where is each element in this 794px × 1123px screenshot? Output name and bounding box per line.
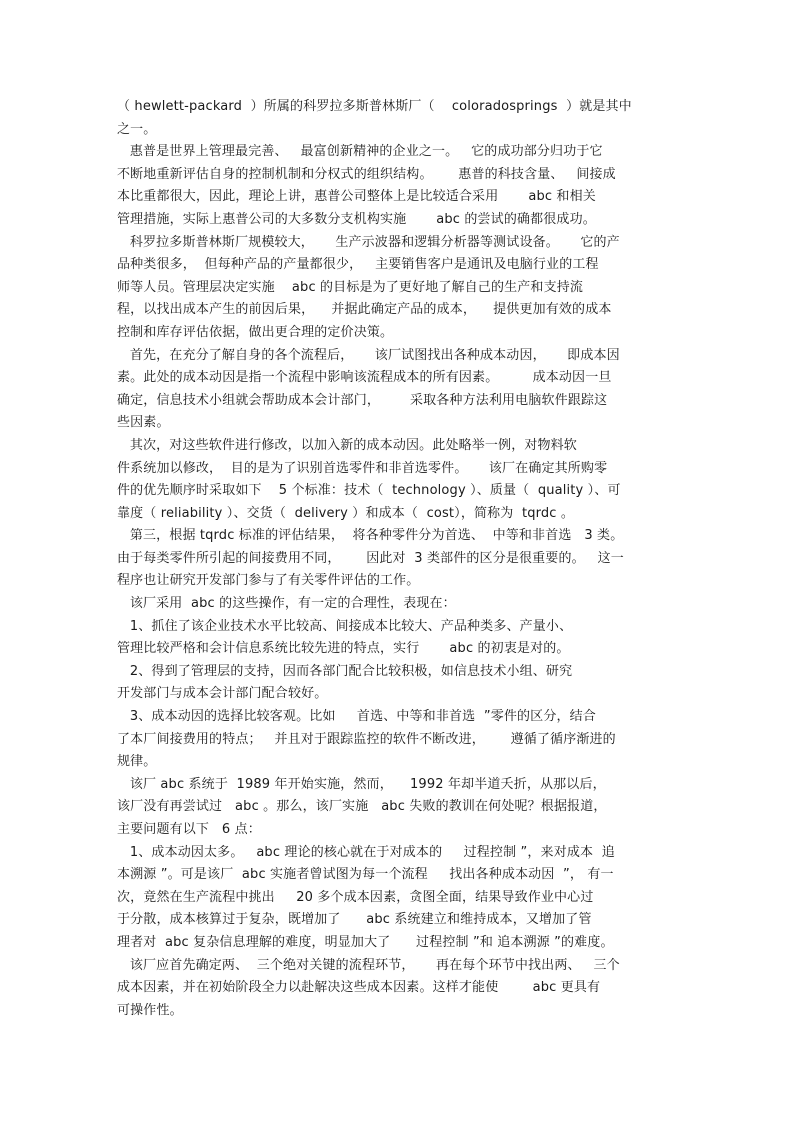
text-line: 开发部门与成本会计部门配合较好。 — [117, 686, 328, 702]
text-line: 管理措施，实际上惠普公司的大多数分支机构实施 abc 的尝试的确都很成功。 — [117, 211, 596, 227]
text-line: 品种类很多， 但每种产品的产量都很少， 主要销售客户是通讯及电脑行业的工程 — [117, 257, 599, 273]
text-line: 该厂没有再尝试过 abc 。那么，该厂实施 abc 失败的教训在何处呢？根据报道， — [117, 799, 607, 815]
text-line: 科罗拉多斯普林斯厂规模较大， 生产示波器和逻辑分析器等测试设备。 它的产 — [117, 234, 620, 250]
text-line: 1、成本动因太多。 abc 理论的核心就在于对成本的 过程控制 ”，来对成本 追 — [117, 844, 615, 860]
text-line: 件系统加以修改， 目的是为了识别首选零件和非首选零件。 该厂在确定其所购零 — [117, 460, 608, 476]
text-line: 规律。 — [117, 754, 157, 770]
text-line: 次，竟然在生产流程中挑出 20 多个成本因素，贪图全面，结果导致作业中心过 — [117, 889, 594, 905]
text-line: 本溯源 ”。可是该厂 abc 实施者曾试图为每一个流程 找出各种成本动因 ”， 有一 — [117, 867, 614, 883]
text-line: 该厂采用 abc 的这些操作，有一定的合理性，表现在： — [117, 596, 456, 612]
text-line: 程序也让研究开发部门参与了有关零件评估的工作。 — [117, 573, 420, 589]
text-line: 靠度（ reliability ）、交货（ delivery ）和成本（ cost），简称为 tqrdc 。 — [117, 505, 575, 521]
text-line: 师等人员。管理层决定实施 abc 的目标是为了更好地了解自己的生产和支持流 — [117, 279, 584, 295]
text-line: 该厂应首先确定两、 三个绝对关键的流程环节， 再在每个环节中找出两、 三个 — [117, 957, 620, 973]
text-line: 主要问题有以下 6 点： — [117, 822, 261, 837]
text-line: 理者对 abc 复杂信息理解的难度，明显加大了 过程控制 ”和 追本溯源 ”的难度。 — [117, 934, 614, 950]
text-line: 本比重都很大，因此，理论上讲，惠普公司整体上是比较适合采用 abc 和相关 — [117, 189, 596, 205]
text-line: 于分散，成本核算过于复杂，既增加了 abc 系统建立和维持成本，又增加了管 — [117, 912, 592, 928]
document-body — [117, 96, 677, 1022]
text-line: 管理比较严格和会计信息系统比较先进的特点，实行 abc 的初衷是对的。 — [117, 641, 570, 657]
text-line: 了本厂间接费用的特点； 并且对于跟踪监控的软件不断改进， 遵循了循序渐进的 — [117, 731, 616, 747]
text-line: （ hewlett-packard ）所属的科罗拉多斯普林斯厂（ coloradosprings ）就是其中 — [117, 99, 632, 114]
text-line: 素。此处的成本动因是指一个流程中影响该流程成本的所有因素。 成本动因一旦 — [117, 370, 612, 386]
text-line: 确定，信息技术小组就会帮助成本会计部门， 采取各种方法利用电脑软件跟踪这 — [117, 392, 608, 408]
text-line: 不断地重新评估自身的控制机制和分权式的组织结构。 惠普的科技含量、 间接成 — [117, 166, 616, 182]
text-line: 2、得到了管理层的支持，因而各部门配合比较积极，如信息技术小组、研究 — [117, 663, 573, 679]
text-line: 些因素。 — [117, 415, 170, 431]
text-line: 控制和库存评估依据，做出更合理的定价决策。 — [117, 324, 394, 340]
text-line: 3、成本动因的选择比较客观。比如 首选、中等和非首选 ”零件的区分，结合 — [117, 709, 596, 725]
text-line: 件的优先顺序时采取如下 5 个标准：技术（ technology ）、质量（ quality ）、可 — [117, 483, 621, 499]
text-line: 由于每类零件所引起的间接费用不同， 因此对 3 类部件的区分是很重要的。 这一 — [117, 550, 624, 566]
text-line: 程，以找出成本产生的前因后果， 并据此确定产品的成本， 提供更加有效的成本 — [117, 302, 612, 318]
text-line: 可操作性。 — [117, 1002, 183, 1018]
text-line: 其次，对这些软件进行修改，以加入新的成本动因。此处略举一例，对物料软 — [117, 437, 577, 453]
text-line: 之一。 — [117, 121, 157, 137]
text-line: 第三，根据 tqrdc 标准的评估结果， 将各种零件分为首选、 中等和非首选 3 类。 — [117, 528, 624, 544]
text-line: 成本因素，并在初始阶段全力以赴解决这些成本因素。这样才能使 abc 更具有 — [117, 980, 601, 996]
text-line: 该厂 abc 系统于 1989 年开始实施，然而， 1992 年却半道夭折，从那以后， — [117, 776, 606, 792]
text-line: 首先，在充分了解自身的各个流程后， 该厂试图找出各种成本动因， 即成本因 — [117, 347, 620, 363]
text-line: 惠普是世界上管理最完善、 最富创新精神的企业之一。 它的成功部分归功于它 — [117, 144, 603, 160]
text-line: 1、抓住了该企业技术水平比较高、间接成本比较大、产品种类多、产量小、 — [117, 618, 573, 634]
